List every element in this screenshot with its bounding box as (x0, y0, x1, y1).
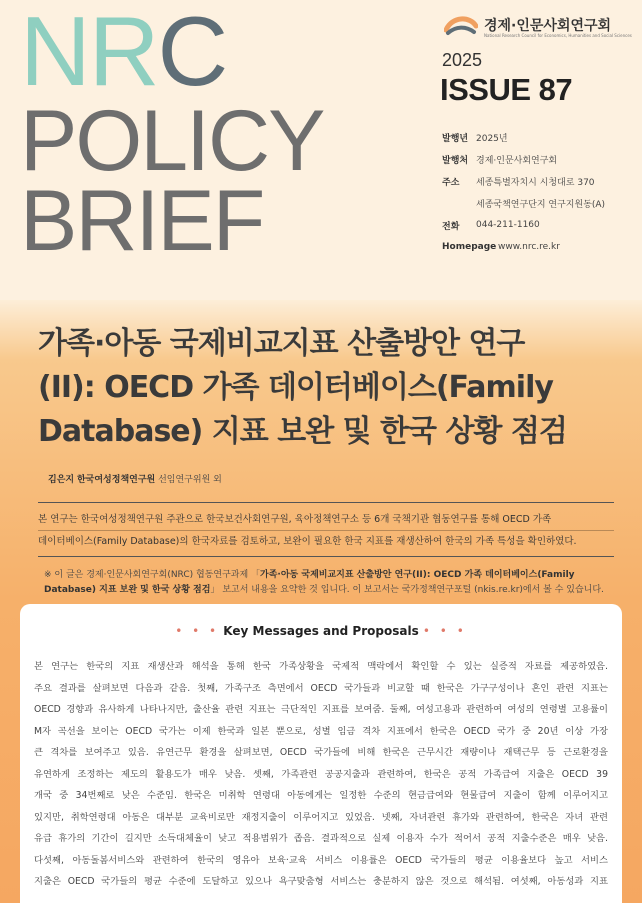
key-messages-heading (20, 624, 622, 638)
body-line: 본 연구는 한국의 지표 재생산과 해석을 통해 한국 가족상황을 국제적 맥락에서 확인할 수 있는 실증적 자료를 제공하였음. (34, 661, 608, 672)
masthead-c: C (157, 0, 227, 106)
masthead-brief: BRIEF (20, 173, 264, 269)
source-note (44, 568, 616, 598)
title-line: (II): OECD 가족 데이터베이스(Family (38, 370, 553, 405)
info-key: 발행년 (442, 133, 469, 144)
author-org: 한국여성정책연구원 (76, 475, 156, 485)
info-key: 주소 (442, 177, 460, 188)
homepage-link[interactable]: www.nrc.re.kr (498, 242, 560, 252)
dots-left: • • • (175, 624, 220, 638)
info-row-phone (442, 214, 605, 236)
publisher-name: 경제·인문사회연구회 (484, 18, 612, 34)
publication-info (442, 126, 605, 258)
info-value: 경제·인문사회연구회 (476, 155, 558, 166)
key-messages-card (20, 604, 622, 903)
issue-year: 2025 (442, 50, 483, 70)
author-name: 김은지 (48, 475, 75, 485)
abstract-line: 본 연구는 한국여성정책연구원 주관으로 한국보건사회연구원, 육아정책연구소 등 6개 국책기관 협동연구를 통해 OECD 가족 (38, 509, 614, 531)
body-line: 개국 중 34번째로 낮은 수준임. 한국은 미취학 연령대 아동에게는 일정한 수준의 현금급여와 현물급여 지출이 함께 이루어지고 (34, 790, 608, 801)
dots-right: • • • (422, 624, 467, 638)
author-line (48, 472, 222, 485)
masthead-policy: POLICY (20, 93, 324, 189)
body-line: M자 곡선을 보이는 OECD 국가는 이제 한국과 일본 뿐으로, 성별 임금 격차 지표에서 한국은 OECD 국가 중 20년 이상 가장 (34, 725, 608, 737)
body-line: 유급 휴가의 기간이 길지만 소득대체율이 낮고 적용범위가 좁음. 결과적으로 실제 이용자 수가 적어서 공적 지출수준은 매우 낮음. (34, 833, 608, 844)
body-line: 유연하게 조정하는 제도의 활용도가 매우 낮음. 셋째, 가족관련 공공지출과 관련하여, 한국은 공적 가족급여 지출은 OECD 39 (34, 768, 608, 780)
info-row-publisher (442, 148, 605, 170)
body-line: 지출은 OECD 국가들의 평균 수준에 도달하고 있으나 욕구맞춤형 서비스는 충분하지 않은 것으로 해석됨. 여섯째, 아동성과 지표 (34, 876, 608, 887)
info-value: 044-211-1160 (476, 220, 540, 230)
masthead-nrc (20, 0, 227, 106)
body-line: 있지만, 취학연령대 아동은 대부분 교육비로만 재정지출이 이루어지고 있었음. 넷째, 자녀관련 휴가와 관련하여, 한국은 자녀 관련 (34, 811, 608, 823)
masthead-nr: NR (20, 0, 158, 106)
note-prefix: ※ 이 글은 경제·인문사회연구회(NRC) 협동연구과제 「 (44, 570, 261, 580)
info-row-address-2 (442, 192, 605, 214)
info-row-address (442, 170, 605, 192)
abstract (38, 502, 614, 557)
report-title (38, 322, 618, 454)
note-suffix: 」 보고서 내용을 요약한 것 입니다. 이 보고서는 국가정책연구포털 (nkis.re.kr)에서 볼 수 있습니다. (210, 585, 604, 595)
publisher-subtitle: National Research Council for Economics, Humanities and Social Sciences (484, 33, 632, 38)
issue-number: ISSUE 87 (440, 72, 573, 107)
body-line: 주요 결과를 살펴보면 다음과 같음. 첫째, 가족구조 측면에서 OECD 국가들과 비교할 때 한국은 가구구성이나 혼인 관련 지표는 (34, 682, 608, 694)
body-line: 큰 격차를 보여주고 있음. 유연근무 환경을 살펴보면, OECD 국가들에 비해 한국은 근무시간 재량이나 재택근무 등 근로환경을 (34, 747, 608, 758)
abstract-line: 데이터베이스(Family Database)의 한국자료를 검토하고, 보완이 필요한 한국 지표를 재생산하여 한국의 가족 특성을 확인하였다. (38, 536, 577, 547)
title-line: 가족·아동 국제비교지표 산출방안 연구 (38, 326, 525, 361)
info-value: 세종국책연구단지 연구지원동(A) (476, 199, 606, 210)
body-line: OECD 경향과 유사하게 나타나지만, 출산율 관련 지표는 극단적인 지표를 보여줌. 둘째, 여성고용과 관련하여 여성의 연령별 고용률이 (34, 704, 608, 715)
author-role: 선임연구위원 외 (158, 475, 222, 485)
info-value: 2025년 (476, 133, 508, 144)
info-row-year (442, 126, 605, 148)
title-line: Database) 지표 보완 및 한국 상황 점검 (38, 414, 567, 449)
info-value: 세종특별자치시 시청대로 370 (476, 177, 595, 188)
key-messages-body (34, 656, 608, 893)
note-report-title: 가족·아동 국제비교지표 산출방안 연구(II): OECD 가족 데이터베이스(Family Database) 지표 보완 및 한국 상황 점검 (44, 570, 575, 595)
info-key: 전화 (442, 221, 460, 232)
nrc-logo-icon (444, 14, 478, 36)
info-key: Homepage (442, 242, 497, 252)
key-messages-title: Key Messages and Proposals (223, 624, 419, 638)
info-key: 발행처 (442, 155, 469, 166)
info-row-homepage (442, 236, 605, 258)
body-line: 다섯째, 아동돌봄서비스와 관련하여 한국의 영유아 보육·교육 서비스 이용률은 OECD 국가들의 평균 이용율보다 높고 서비스 (34, 854, 608, 866)
